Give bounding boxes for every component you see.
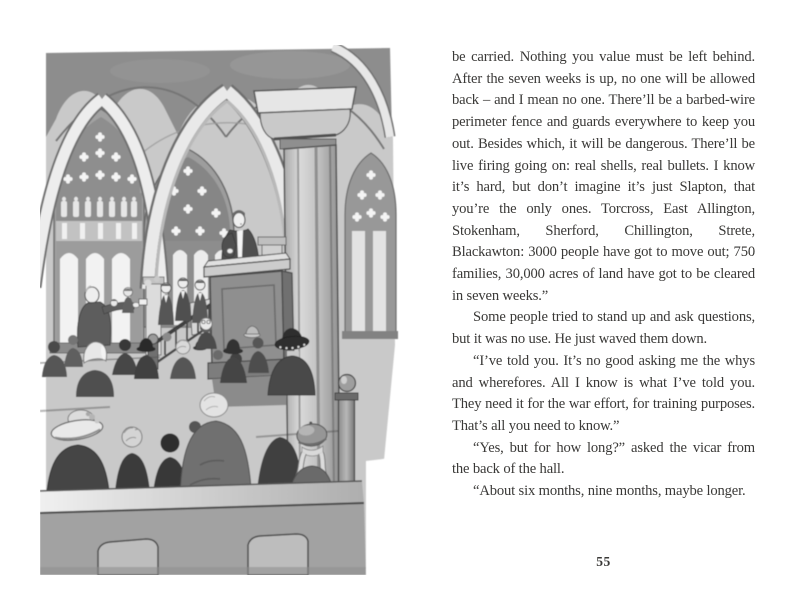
suited-men-group [158,278,208,325]
paragraph-5: “About six months, nine months, maybe longer. [473,483,746,500]
text-page [452,47,755,503]
paragraph-2: Some people tried to stand up and ask questions, but it was no use. He just waved them down. [452,309,755,348]
foreground-pew [40,481,366,575]
right-stained-glass-window [342,153,398,339]
paragraph-4: “Yes, but for how long?” asked the vicar from the back of the hall. [452,439,755,478]
page-number: 55 [596,554,611,569]
page-margin-mask [366,457,400,575]
church-illustration [40,45,400,575]
church-illustration-svg [40,45,400,575]
paragraph-1: be carried. Nothing you value must be left behind. After the seven weeks is up, no one will be allowed back – and I mean no one. There’ll be a barbed-wire perimeter fence and guards everywhere to keep you out. Besides which, it will be dangerous. There’ll be live firing going on: real shells, real bullets. I know it’s hard, but don’t imagine it’s just Slapton, that you’re the only ones. Torcross, East Allington, Stokenham, Sherford, Chillington, Strete, Blackawton: 3000 people have got to move out; 750 families, 30,000 acres of land have got to be cleared in seven weeks.” [452,49,755,304]
paragraph-3: “I’ve told you. It’s no good asking me the whys and wherefores. All I know is what I’ve told you. They need it for the war effort, for training purposes. That’s all you need to know.” [452,352,755,434]
